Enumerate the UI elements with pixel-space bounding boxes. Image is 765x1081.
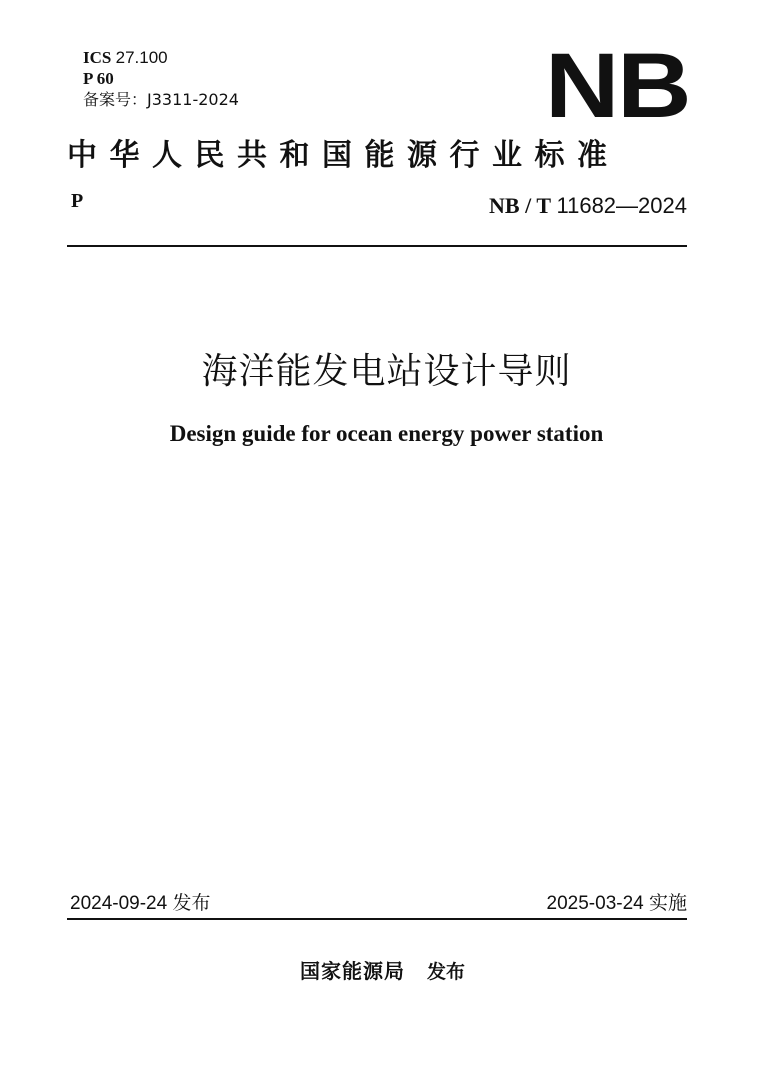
header-metadata [83, 47, 239, 110]
issue-date: 2024-09-24 发布 [70, 893, 211, 914]
publisher [0, 955, 765, 984]
ics-code [83, 47, 239, 68]
publisher-org: 国家能源局 [299, 959, 405, 983]
ics-number: 27.100 [115, 48, 168, 67]
document-title-chinese: 海洋能发电站设计导则 [201, 351, 572, 392]
implementation-date: 2025-03-24 实施 [546, 893, 687, 914]
standard-number [489, 193, 687, 219]
classification-letter: P [71, 190, 84, 212]
document-title-english: Design guide for ocean energy power station [169, 421, 604, 446]
footer-divider [67, 918, 687, 920]
classification-code: P 60 [83, 69, 114, 88]
ics-label: ICS [83, 48, 112, 67]
record-number: 备案号：J3311-2024 [83, 90, 239, 109]
standard-prefix: NB / T [489, 193, 551, 218]
publisher-action: 发布 [426, 961, 465, 983]
header-divider [67, 245, 687, 247]
industry-standard-title: 中华人民共和国能源行业标准 [67, 138, 620, 173]
standard-code: 11682—2024 [556, 193, 687, 218]
nb-logo: NB [545, 35, 690, 137]
